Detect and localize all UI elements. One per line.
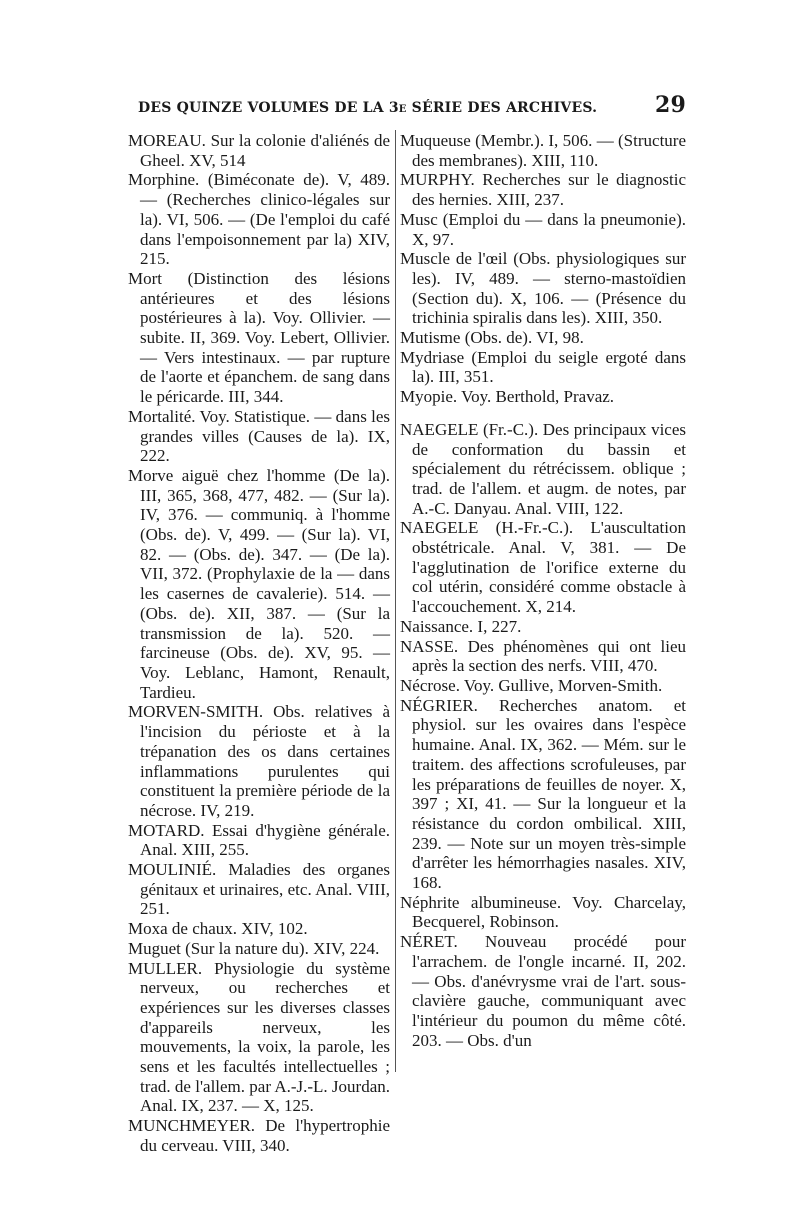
page-header — [138, 92, 686, 122]
column-divider — [395, 130, 396, 1072]
index-entry: NÉRET. Nouveau procédé pour l'arrachem. de l'ongle incarné. II, 202. — Obs. d'anévrysme vrai de l'art. sous-clavière gauche, communiquant avec l'intérieur du poumon du même côté. 203. — Obs. d'un — [400, 932, 686, 1050]
index-entry: Néphrite albumineuse. Voy. Charcelay, Becquerel, Robinson. — [400, 892, 686, 932]
index-entry: MOREAU. Sur la colonie d'aliénés de Gheel. XV, 514 — [128, 131, 390, 170]
right-column — [400, 131, 686, 1050]
index-entry: Nécrose. Voy. Gullive, Morven-Smith. — [400, 675, 663, 695]
index-entry: Muqueuse (Membr.). I, 506. — (Structure des membranes). XIII, 110. — [400, 131, 686, 170]
index-entry: Morphine. (Biméconate de). V, 489. — (Recherches clinico-légales sur la). VI, 506. — (De l'emploi du café dans l'empoisonnement par la) XIV, 215. — [128, 170, 390, 269]
index-entry: MURPHY. Recherches sur le diagnostic des hernies. XIII, 237. — [400, 170, 686, 210]
index-entry: MOTARD. Essai d'hygiène générale. Anal. XIII, 255. — [128, 820, 390, 860]
index-entry: NÉGRIER. Recherches anatom. et physiol. sur les ovaires dans l'espèce humaine. Anal. IX, 362. — Mém. sur le traitem. des affections scrofuleuses, par les préparations de feuilles de noyer. X, 397 ; XI, 41. — Sur la longueur et la résistance du cordon ombilical. XIII, 239. — Note sur un moyen très-simple d'arrêter les hémorrhagies nasales. XIV, 168. — [400, 695, 686, 893]
index-entry: Muscle de l'œil (Obs. physiologiques sur les). IV, 489. — sterno-mastoïdien (Section du). X, 106. — (Présence du trichinia spiralis dans les). XIII, 350. — [400, 249, 686, 328]
index-entry: Mydriase (Emploi du seigle ergoté dans la). III, 351. — [400, 347, 686, 387]
index-entry: Musc (Emploi du — dans la pneumonie). X, 97. — [400, 209, 686, 249]
index-entry: Moxa de chaux. XIV, 102. — [128, 919, 308, 939]
index-entry: Naissance. I, 227. — [400, 616, 522, 636]
index-entry: MOULINIÉ. Maladies des organes génitaux et urinaires, etc. Anal. VIII, 251. — [128, 860, 390, 919]
index-entry: NAEGELE (Fr.-C.). Des principaux vices de conformation du bassin et spécialement du rétrécissem. oblique ; trad. de l'allem. et augm. de notes, par A.-C. Danyau. Anal. VIII, 122. — [400, 419, 686, 518]
index-entry: Myopie. Voy. Berthold, Pravaz. — [400, 387, 615, 407]
index-entry: MULLER. Physiologie du système nerveux, ou recherches et expériences sur les diverses classes d'appareils nerveux, les mouvements, la voix, la parole, les sens et les facultés intellectuelles ; trad. de l'allem. par A.-J.-L. Jourdan. Anal. IX, 237. — X, 125. — [128, 958, 390, 1116]
index-entry: Mort (Distinction des lésions antérieures et des lésions postérieures à la). Voy. Ollivier. — subite. II, 369. Voy. Lebert, Ollivier. — Vers intestinaux. — par rupture de l'aorte et épanchem. de sang dans le péricarde. III, 344. — [128, 268, 390, 407]
index-entry: Mortalité. Voy. Statistique. — dans les grandes villes (Causes de la). IX, 222. — [128, 406, 390, 466]
index-entry: MORVEN-SMITH. Obs. relatives à l'incision du périoste et à la trépanation des os dans certaines inflammations purulentes qui constituent la première période de la nécrose. IV, 219. — [128, 702, 390, 820]
index-entry: Morve aiguë chez l'homme (De la). III, 365, 368, 477, 482. — (Sur la). IV, 376. — communiq. à l'homme (Obs. de). V, 499. — (Sur la). VI, 82. — (Obs. de). 347. — (De la). VII, 372. (Prophylaxie de la — dans les casernes de cavalerie). 514. — (Obs. de). XII, 387. — (Sur la transmission de la). 520. — farcineuse (Obs. de). XV, 95. — Voy. Leblanc, Hamont, Renault, Tardieu. — [128, 465, 390, 702]
index-entry: NAEGELE (H.-Fr.-C.). L'auscultation obstétricale. Anal. V, 381. — De l'agglutination de l'orifice externe du col utérin, considéré comme obstacle à l'accouchement. X, 214. — [400, 518, 686, 617]
running-title: DES QUINZE VOLUMES DE LA 3e SÉRIE DES ARCHIVES. — [138, 100, 598, 116]
left-column — [128, 131, 390, 1156]
index-entry: NASSE. Des phénomènes qui ont lieu après la section des nerfs. VIII, 470. — [400, 636, 686, 676]
page-number: 29 — [654, 92, 686, 118]
index-entry: MUNCHMEYER. De l'hypertrophie du cerveau. VIII, 340. — [128, 1116, 390, 1155]
index-entry: Muguet (Sur la nature du). XIV, 224. — [128, 938, 380, 958]
index-entry: Mutisme (Obs. de). VI, 98. — [400, 328, 584, 348]
